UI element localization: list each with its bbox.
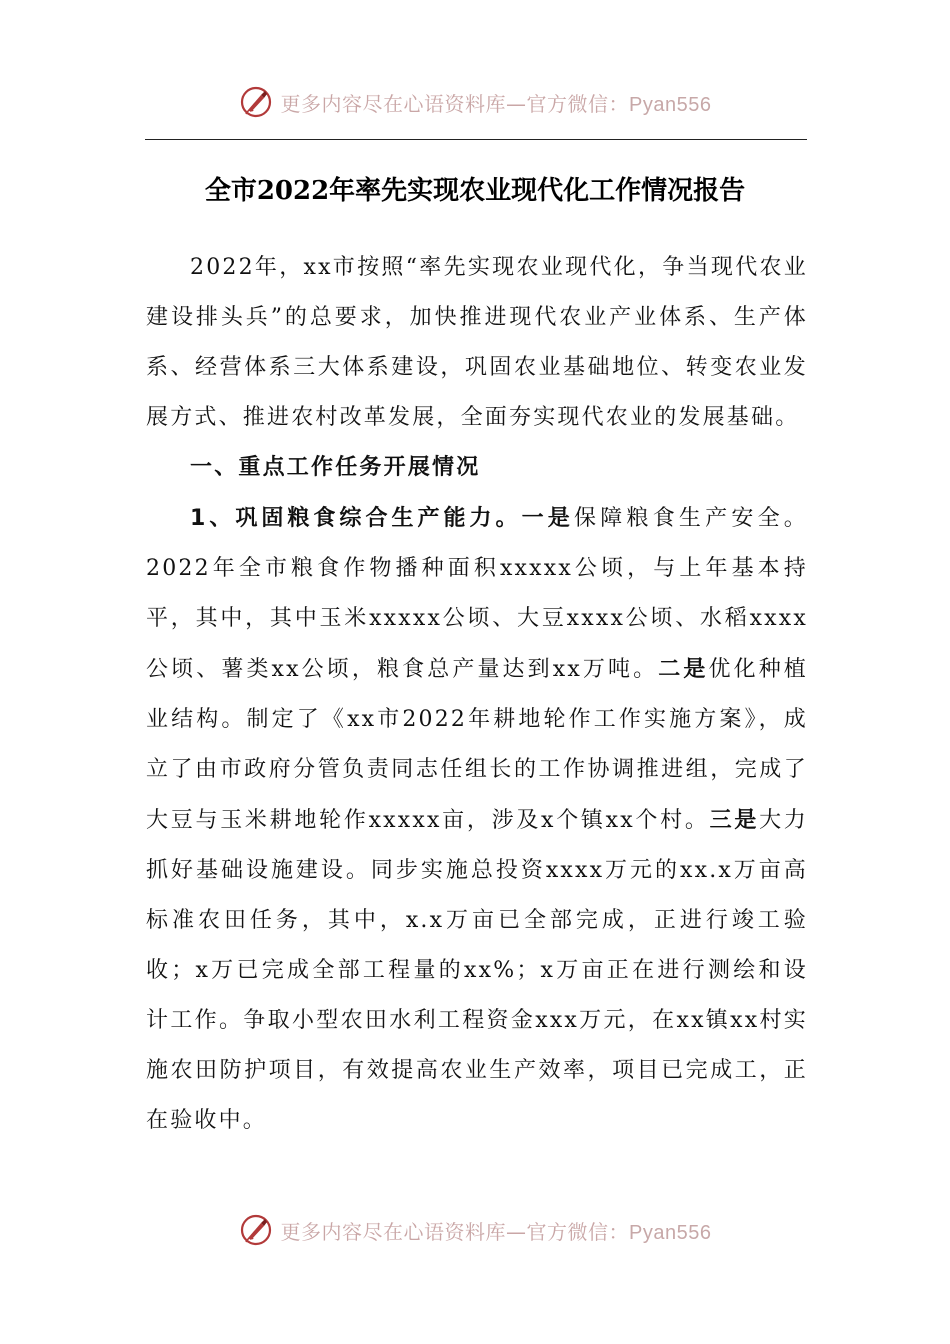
footer-watermark [0,1210,950,1250]
pen-in-circle-icon [239,1213,273,1247]
intro-paragraph: 2022年，xx市按照“率先实现农业现代化，争当现代农业建设排头兵”的总要求，加快推进现代农业产业体系、生产体系、经营体系三大体系建设，巩固农业基础地位、转变农业发展方式、推进农村改革发展，全面夯实现代农业的发展基础。 [146,255,808,430]
watermark-contact-label: 官方微信： [526,1219,630,1244]
second-text: 优化种植业结构。制定了《xx市2022年耕地轮作工作实施方案》，成立了由市政府分管负责同志任组长的工作协调推进组，完成了大豆与玉米耕地轮作xxxxx亩，涉及x个镇xx个村。 [146,657,808,833]
header-watermark [0,82,950,122]
header-divider [145,139,807,140]
third-label: 三是 [709,807,760,833]
watermark-text [281,1216,712,1245]
document-title: 全市2022年率先实现农业现代化工作情况报告 [204,176,746,206]
second-label: 二是 [658,656,709,682]
watermark-brand: 更多内容尽在心语资料库 [280,91,507,116]
item-paragraph [146,493,808,1146]
watermark-dash: — [506,91,527,116]
watermark-text [281,88,712,117]
section-heading: 一、重点工作任务开展情况 [190,455,481,480]
watermark-contact-label: 官方微信： [526,91,630,116]
watermark-brand: 更多内容尽在心语资料库 [280,1219,507,1244]
watermark-dash: — [506,1219,527,1244]
watermark-contact-id: Pyan556 [629,1221,712,1244]
third-text: 大力抓好基础设施建设。同步实施总投资xxxx万元的xx.x万亩高标准农田任务，其中，x.x万亩已全部完成，正进行竣工验收；x万已完成全部工程量的xx%；x万亩正在进行测绘和设计工作。争取小型农田水利工程资金xxx万元，在xx镇xx村实施农田防护项目，有效提高农业生产效率，项目已完成工，正在验收中。 [146,808,808,1133]
watermark-contact-id: Pyan556 [629,93,712,116]
first-text: 保障粮食生产安全。2022年全市粮食作物播种面积xxxxx公顷，与上年基本持平，其中，其中玉米xxxxx公顷、大豆xxxx公顷、水稻xxxx公顷、薯类xx公顷，粮食总产量达到xx万吨。 [146,506,808,682]
item-heading: 1、巩固粮食综合生产能力。 [190,506,522,531]
first-label: 一是 [521,505,575,531]
document-body [146,243,808,1146]
pen-in-circle-icon [239,85,273,119]
